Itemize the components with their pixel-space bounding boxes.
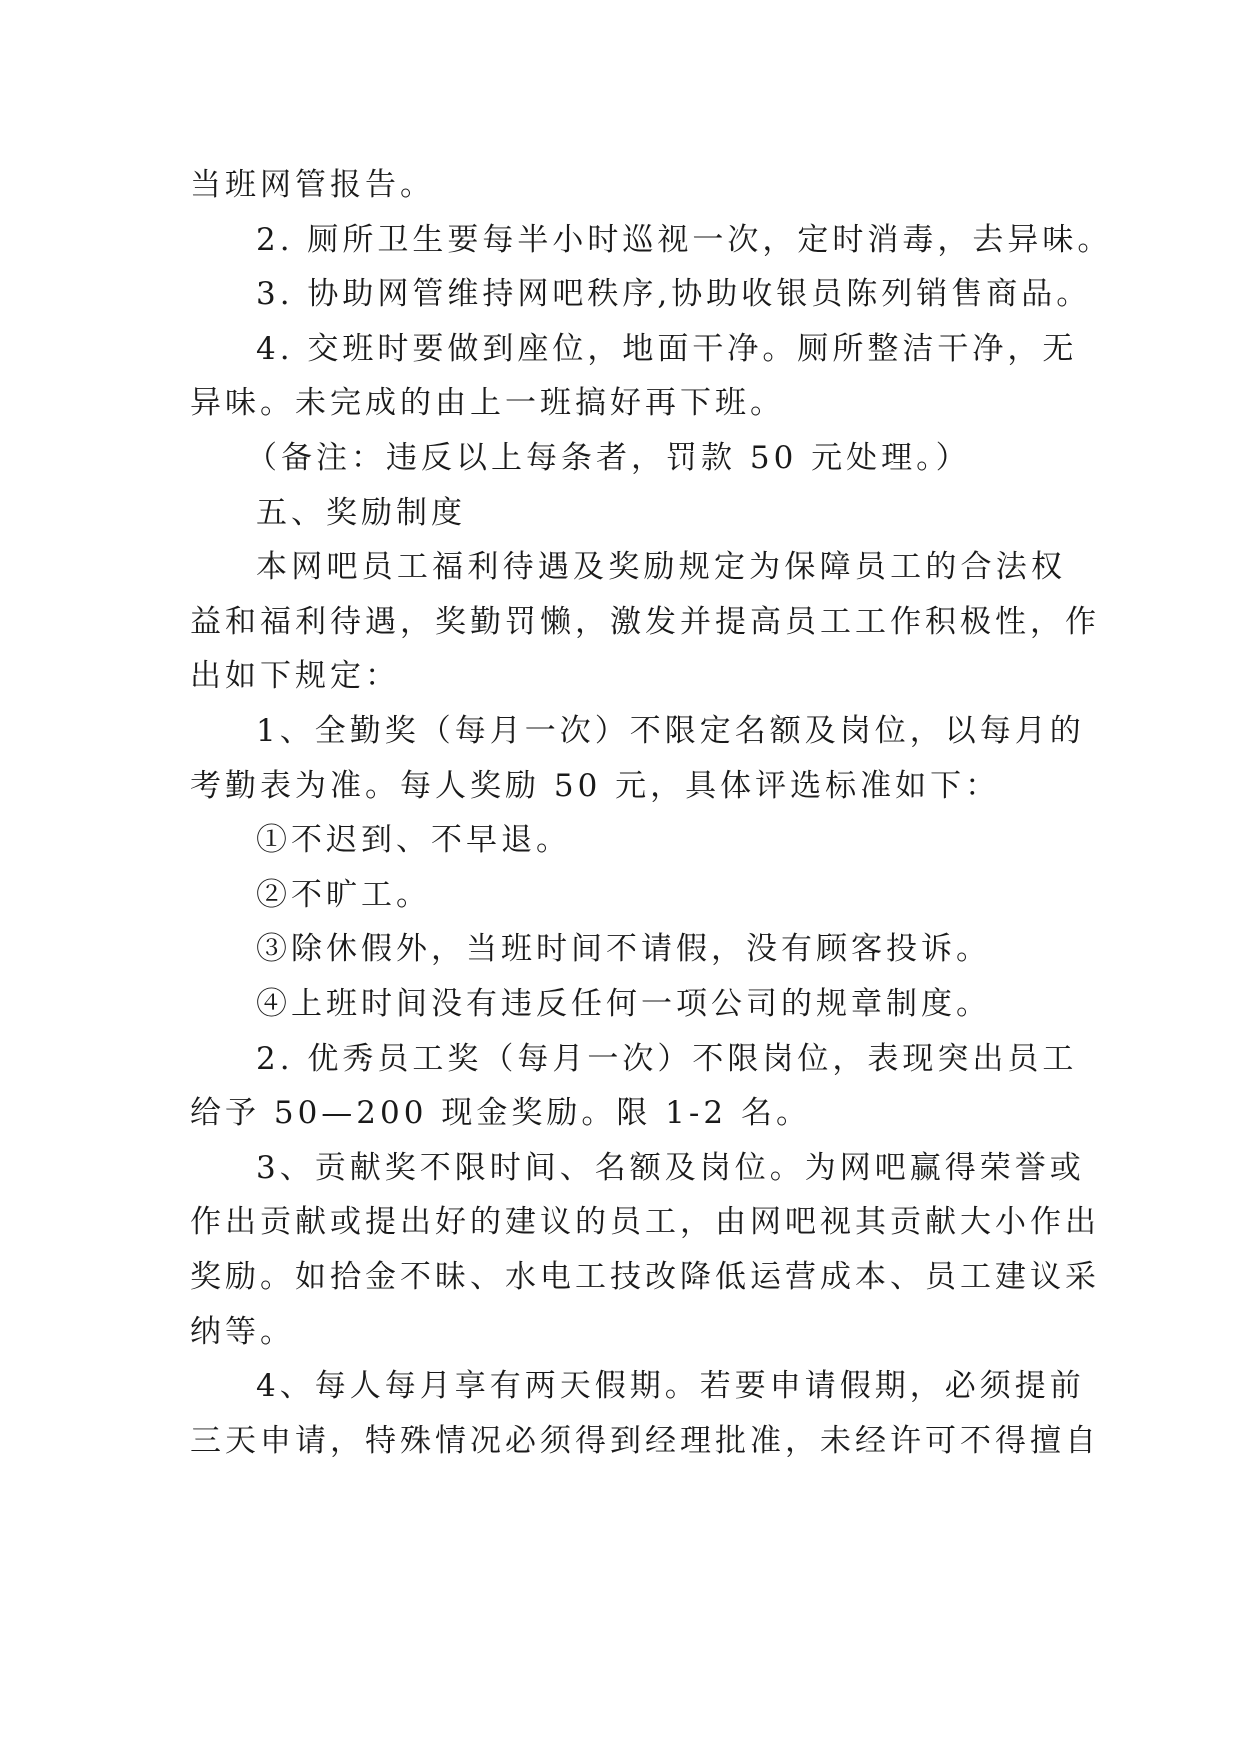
text-line: 3、贡献奖不限时间、名额及岗位。为网吧赢得荣誉或: [256, 1150, 1085, 1186]
text-line: 3. 协助网管维持网吧秩序,协助收银员陈列销售商品。: [256, 276, 1092, 312]
text-line: 出如下规定：: [190, 658, 400, 694]
list-item: ②不旷工。: [256, 877, 431, 913]
text-line: 4、每人每月享有两天假期。若要申请假期，必须提前: [256, 1368, 1085, 1404]
text-line: 异味。未完成的由上一班搞好再下班。: [190, 385, 785, 421]
text-line: 考勤表为准。每人奖励 50 元，具体评选标准如下：: [190, 768, 1001, 804]
text-line: 1、全勤奖（每月一次）不限定名额及岗位，以每月的: [256, 713, 1085, 749]
list-item: ③除休假外，当班时间不请假，没有顾客投诉。: [256, 931, 991, 967]
text-line: 给予 50—200 现金奖励。限 1-2 名。: [190, 1095, 811, 1131]
text-line: 奖励。如拾金不昧、水电工技改降低运营成本、员工建议采: [190, 1259, 1100, 1295]
text-line: 纳等。: [190, 1314, 295, 1350]
section-heading: 五、奖励制度: [256, 495, 466, 531]
list-item: ①不迟到、不早退。: [256, 822, 571, 858]
text-line: 4. 交班时要做到座位，地面干净。厕所整洁干净，无: [256, 331, 1078, 367]
text-line: 三天申请，特殊情况必须得到经理批准，未经许可不得擅自: [190, 1423, 1100, 1459]
text-line: 2. 厕所卫生要每半小时巡视一次，定时消毒，去异味。: [256, 222, 1113, 258]
text-line: 当班网管报告。: [190, 167, 435, 203]
list-item: ④上班时间没有违反任何一项公司的规章制度。: [256, 986, 991, 1022]
text-line: 本网吧员工福利待遇及奖励规定为保障员工的合法权: [256, 549, 1066, 585]
text-line: 2. 优秀员工奖（每月一次）不限岗位，表现突出员工: [256, 1041, 1078, 1077]
text-line: 作出贡献或提出好的建议的员工，由网吧视其贡献大小作出: [190, 1204, 1100, 1240]
text-line: （备注：违反以上每条者，罚款 50 元处理。）: [246, 440, 971, 476]
text-line: 益和福利待遇，奖勤罚懒，激发并提高员工工作积极性，作: [190, 604, 1100, 640]
